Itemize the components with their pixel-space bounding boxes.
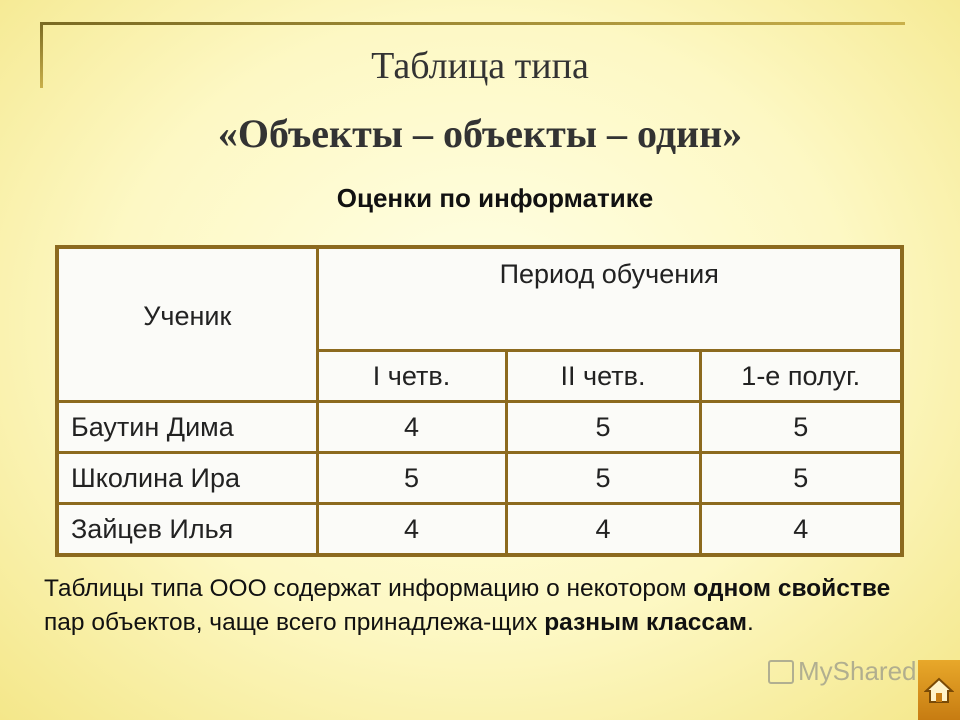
- table-row: [57, 402, 902, 453]
- watermark: [768, 656, 917, 687]
- header-student: Ученик: [57, 247, 317, 402]
- home-button[interactable]: [918, 660, 960, 720]
- slide-title-line2: «Объекты – объекты – один»: [217, 111, 743, 156]
- myshared-logo-icon: [768, 660, 794, 684]
- table-header-row: [57, 247, 902, 351]
- slide-title-line1: Таблица типа: [371, 45, 589, 87]
- para-bold-1: одном свойстве: [693, 575, 891, 602]
- header-period: Период обучения: [317, 247, 902, 351]
- para-bold-2: разным классам: [544, 609, 747, 636]
- grade-cell: 4: [317, 504, 506, 556]
- grade-cell: 5: [317, 453, 506, 504]
- grade-cell: 5: [506, 453, 700, 504]
- para-text-3: .: [747, 609, 754, 636]
- student-name: Школина Ира: [57, 453, 317, 504]
- subheader-half: 1-е полуг.: [700, 351, 902, 402]
- watermark-text: MyShared: [798, 656, 917, 686]
- student-name: Баутин Дима: [57, 402, 317, 453]
- home-icon: [924, 676, 954, 704]
- description-paragraph: [44, 572, 914, 640]
- student-name: Зайцев Илья: [57, 504, 317, 556]
- para-text-2: пар объектов, чаще всего принадлежа-щих: [44, 609, 545, 636]
- grade-cell: 4: [317, 402, 506, 453]
- para-text-1: Таблицы типа ООО содержат информацию о некотором: [44, 575, 694, 602]
- subheader-q1: I четв.: [317, 351, 506, 402]
- grade-cell: 5: [700, 402, 902, 453]
- grade-cell: 4: [700, 504, 902, 556]
- table-row: [57, 504, 902, 556]
- table-caption: Оценки по информатике: [336, 183, 654, 213]
- subheader-q2: II четв.: [506, 351, 700, 402]
- decorative-top-line: [40, 22, 905, 25]
- grade-cell: 4: [506, 504, 700, 556]
- table-row: [57, 453, 902, 504]
- grade-cell: 5: [700, 453, 902, 504]
- grade-cell: 5: [506, 402, 700, 453]
- grades-table: [55, 245, 904, 557]
